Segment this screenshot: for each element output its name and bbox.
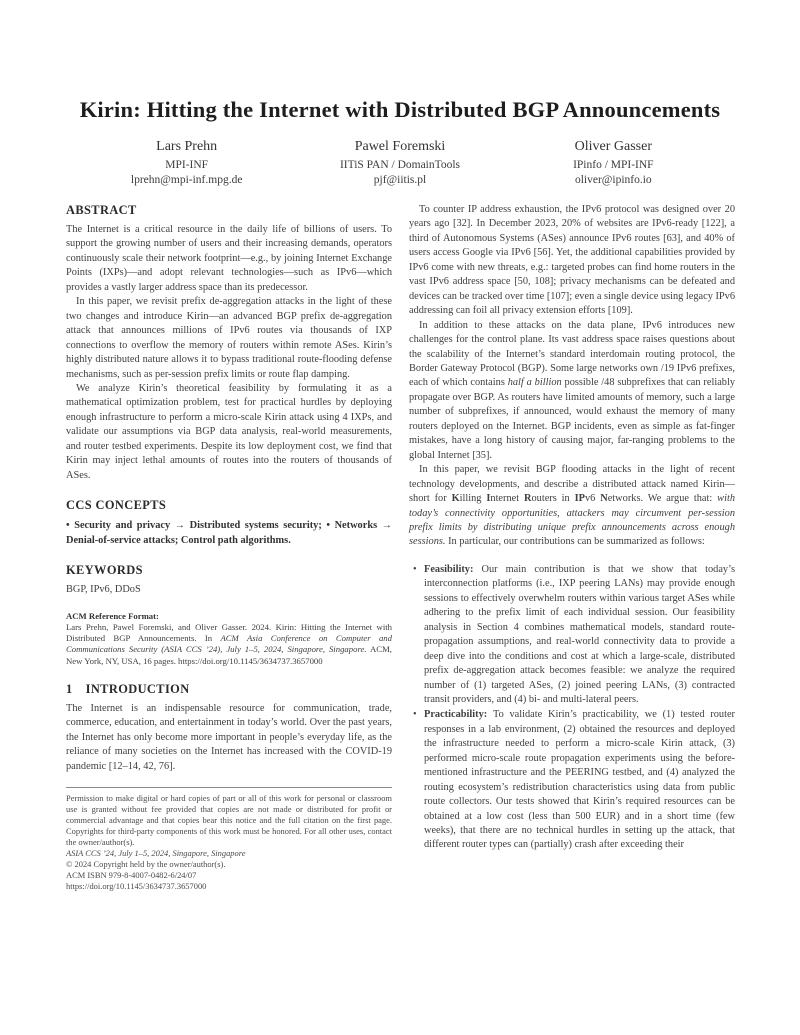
intro-paragraph-kirin: In this paper, we revisit BGP flooding attacks in the light of recent technology developments, and describe a distributed attack named Kirin—short for Killing Internet Routers in IPv6 Networks. We argue that: with today’s connectivity opportunities, attackers may circumvent per-session prefix limits by distributing unique prefix announcements across enough sessions. In particular, our contributions can be summarized as follows: [409, 464, 735, 548]
introduction-heading [66, 682, 392, 697]
author-3-name: Oliver Gasser [574, 139, 652, 154]
author-2-name: Pawel Foremski [354, 139, 446, 154]
keywords-heading: KEYWORDS [66, 563, 143, 578]
author-1 [80, 139, 293, 188]
section-title: INTRODUCTION [85, 681, 190, 696]
practicability-text: Practicability: To validate Kirin’s practicability, we (1) tested router responses in a lab environment, (2) obtained the resources and deployed the infrastructure needed to perform a micro-scale Kirin attack, (3) performed micro-scale route propagation experiments using the before-mentioned infrastructure and the PEERING testbed, and (4) analyzed the routing ecosystem’s redistribution characteristics using data from public route collectors. Our tests showed that Kirin’s required resources can be obtained at a low cost (less than 500 EUR) and in a short time (few weeks), that there are no technical hurdles in setting up the attack, that different router types can (partially) crash after exceeding their [424, 709, 735, 851]
author-2 [293, 139, 506, 188]
footnote-block [66, 787, 392, 892]
author-2-email: pjf@iitis.pl [373, 174, 427, 186]
acm-ref-label: ACM Reference Format: [66, 610, 159, 621]
author-2-affiliation: IITiS PAN / DomainTools [339, 159, 461, 171]
paper-title: Kirin: Hitting the Internet with Distributed BGP Announcements [79, 97, 721, 122]
ccs-concepts-text: • Security and privacy → Distributed systems security; • Networks → Denial-of-service attacks; Control path algorithms. [66, 520, 393, 547]
acm-ref-text: Lars Prehn, Pawel Foremski, and Oliver Gasser. 2024. Kirin: Hitting the Internet with Distributed BGP Announcements. In ACM Asia Conference on Computer and Communications Security (ASIA CCS ’24), July 1–5, 2024, Singapore, Singapore. ACM, New York, NY, USA, 16 pages. https://doi.org/10.1145/3634737.3657000 [66, 621, 392, 666]
intro-paragraph-bgp: In addition to these attacks on the data plane, IPv6 introduces new challenges for the control plane. Its vast address space raises questions about the scalability of the Internet’s standard interdomain routing protocol, the Border Gateway Protocol (BGP). Some large networks own /19 IPv6 prefixes, each of which contains half a billion possible /48 subprefixes that can reliably propagate over BGP. As routers have limited amounts of memory, such a large number of subprefixes, if announced, would exhaust the memory of many routers deployed on the Internet. BGP incidents, even as simple as fat-finger mistakes, have a long history of causing major, far-ranging problems to the global Internet [35]. [409, 319, 736, 461]
footnote-permission: Permission to make digital or hard copies of part or all of this work for personal or classroom use is granted without fee provided that copies are not made or distributed for profit or commercial advantage and that copies bear this notice and the full citation on the first page. Copyrights for third-party components of this work must be honored. For all other uses, contact the owner/author(s). [66, 793, 392, 848]
author-1-affiliation: MPI-INF [165, 159, 209, 171]
bullet-icon: • [413, 709, 417, 721]
footnote-copyright: © 2024 Copyright held by the owner/author(s). [66, 859, 226, 870]
author-block [80, 139, 720, 188]
author-3 [507, 139, 720, 188]
author-3-affiliation: IPinfo / MPI-INF [573, 159, 654, 171]
ccs-heading: CCS CONCEPTS [66, 498, 167, 513]
footnote-doi: https://doi.org/10.1145/3634737.3657000 [66, 881, 207, 892]
contributions-list [409, 563, 735, 853]
abstract-paragraph-2: In this paper, we revisit prefix de-aggregation attacks in the light of these two changes and introduce Kirin—an advanced BGP prefix de-aggregation attack that announces millions of IPv6 routes via thousands of IXP connections to overflow the memory of routers within remote ASes. Kirin’s highly distributed nature allows it to bypass traditional route-flooding defense mechanisms, such as per-session prefix limits or route flap damping. [66, 296, 392, 380]
bullet-icon: • [413, 563, 417, 575]
abstract-heading: ABSTRACT [66, 203, 137, 217]
list-item-practicability [413, 708, 735, 853]
author-1-email: lprehn@mpi-inf.mpg.de [130, 174, 243, 186]
right-column [409, 203, 735, 854]
list-item-feasibility [413, 563, 735, 708]
abstract-paragraph-1: The Internet is a critical resource in the daily life of billions of users. To support the growing number of users and their increasing demands, operators continuously scale their network footprint—e.g., by joining Internet Exchange Points (IXPs)—and adopt relevant technologies—such as IPv6—which provides a vastly larger address space than its predecessor. [66, 224, 392, 293]
keywords-text: BGP, IPv6, DDoS [66, 584, 141, 596]
section-number: 1 [66, 681, 73, 696]
abstract-paragraph-3: We analyze Kirin’s theoretical feasibility by formulating it as a mathematical optimization problem, test for practical hurdles by deploying enough infrastructure to perform a micro-scale Kirin attack using 4 IXPs, and validate our assumptions via BGP data analysis, real-world measurements, and router testbed experiments. Despite its low deployment cost, we find that Kirin may inject lethal amounts of routes into the routers of thousands of ASes. [66, 382, 392, 481]
footnote-isbn: ACM ISBN 979-8-4007-0482-6/24/07 [66, 870, 197, 881]
introduction-paragraph: The Internet is an indispensable resource for communication, trade, commerce, education, and entertainment in today’s world. Over the past years, the Internet has only become more important in people’s everyday life, as the reliance of many societies on the Internet has increased with the COVID-19 pandemic [12–14, 42, 76]. [66, 702, 392, 772]
feasibility-text: Feasibility: Our main contribution is that we show that today’s interconnection platforms (i.e., IXP peering LANs) may provide enough sessions to effectively overwhelm routers within various target ASes while adhering to the prefix limit of each individual session. Our feasibility analysis in Section 4 combines mathematical models, standard route-propagation assumptions, and real-world connectivity data to provide a deep dive into the conditions and cost at which a large-scale, distributed prefix de-aggregation attack becomes feasible: we analyze the required number of (1) targeted ASes, (2) joined peering LANs, (3) contracted transit providers, and (4) bi- and multi-lateral peers. [424, 563, 735, 705]
intro-paragraph-ipv6: To counter IP address exhaustion, the IPv6 protocol was designed over 20 years ago [32]. In December 2023, 20% of websites are IPv6-ready [122], a third of Autonomous Systems (ASes) announce IPv6 routes [63], and 40% of users access Google via IPv6 [56]. Yet, the additional capabilities provided by IPv6 come with new threats, e.g.: targeted probes can find home routers in the vast IPv6 address space [50, 108]; privacy mechanisms can be defeated and devices can be tracked over time [107]; even a single device using legacy IPv6 addressing can foil all privacy extension efforts [109]. [409, 204, 735, 317]
author-3-email: oliver@ipinfo.io [574, 174, 652, 186]
author-1-name: Lars Prehn [156, 139, 218, 154]
footnote-conference: ASIA CCS ’24, July 1–5, 2024, Singapore, Singapore [66, 848, 246, 859]
left-column [66, 203, 392, 892]
